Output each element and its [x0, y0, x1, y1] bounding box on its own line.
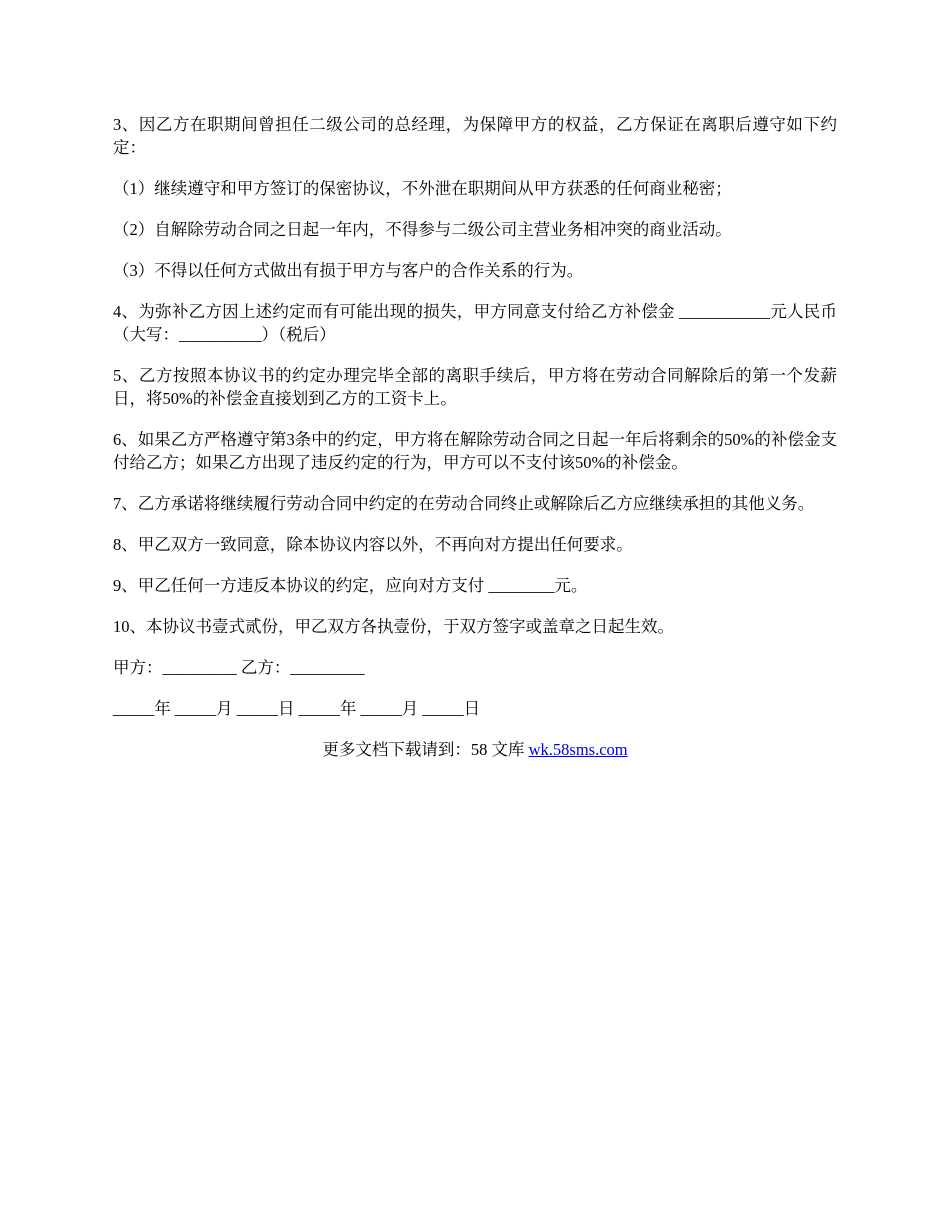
clause-4: 4、为弥补乙方因上述约定而有可能出现的损失，甲方同意支付给乙方补偿金 ___________元人民币（大写：__________）（税后） — [113, 302, 837, 344]
document-page — [113, 113, 837, 779]
clause-9: 9、甲乙任何一方违反本协议的约定，应向对方支付 ________元。 — [113, 576, 588, 595]
footer — [113, 738, 837, 761]
clause-3-item-3: （3）不得以任何方式做出有损于甲方与客户的合作关系的行为。 — [113, 261, 584, 280]
clause-8: 8、甲乙双方一致同意，除本协议内容以外，不再向对方提出任何要求。 — [113, 535, 633, 554]
clause-10: 10、本协议书壹式贰份，甲乙双方各执壹份，于双方签字或盖章之日起生效。 — [113, 617, 674, 636]
clause-3-item-2: （2）自解除劳动合同之日起一年内，不得参与二级公司主营业务相冲突的商业活动。 — [113, 220, 732, 239]
footer-link[interactable]: wk.58sms.com — [528, 740, 628, 759]
clause-6: 6、如果乙方严格遵守第3条中的约定，甲方将在解除劳动合同之日起一年后将剩余的50%的补偿金支付给乙方；如果乙方出现了违反约定的行为，甲方可以不支付该50%的补偿金。 — [113, 430, 837, 472]
footer-text: 更多文档下载请到：58 文库 — [322, 740, 529, 759]
clause-7: 7、乙方承诺将继续履行劳动合同中约定的在劳动合同终止或解除后乙方应继续承担的其他义务。 — [113, 494, 815, 513]
signature-line: 甲方：_________ 乙方：_________ — [113, 658, 365, 677]
clause-3-item-1: （1）继续遵守和甲方签订的保密协议，不外泄在职期间从甲方获悉的任何商业秘密； — [113, 179, 732, 198]
date-line: _____年 _____月 _____日 _____年 _____月 _____日 — [113, 699, 481, 718]
clause-3: 3、因乙方在职期间曾担任二级公司的总经理，为保障甲方的权益，乙方保证在离职后遵守如下约定： — [113, 115, 837, 157]
clause-5: 5、乙方按照本协议书的约定办理完毕全部的离职手续后，甲方将在劳动合同解除后的第一个发薪日，将50%的补偿金直接划到乙方的工资卡上。 — [113, 366, 837, 408]
